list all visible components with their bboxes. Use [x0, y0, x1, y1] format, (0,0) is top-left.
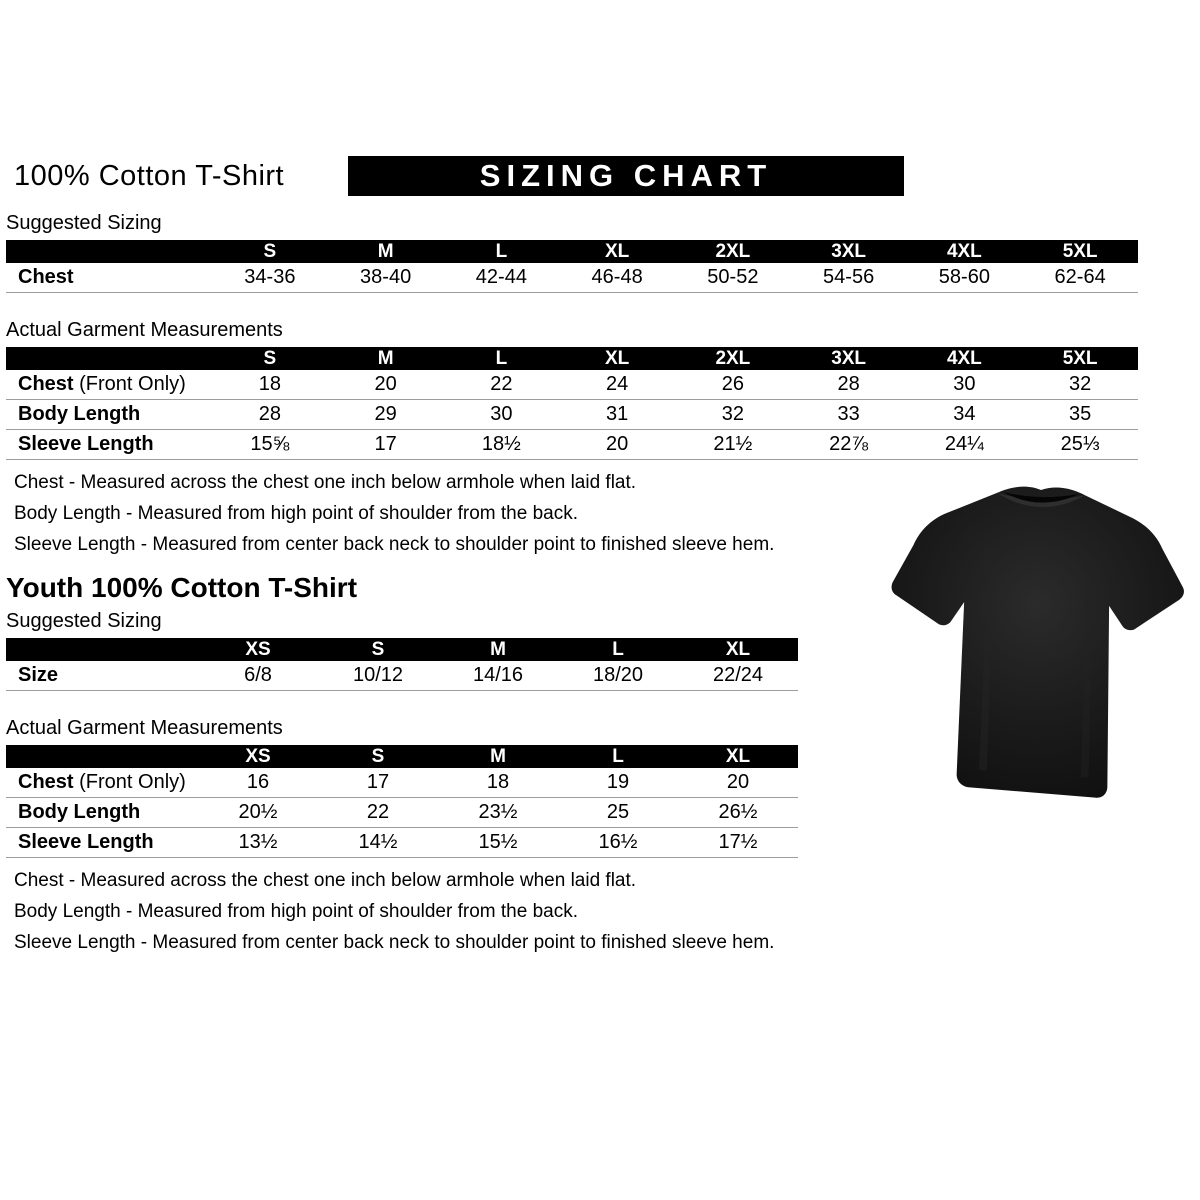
measurement-cell: 18 [438, 768, 558, 798]
note-chest: Chest - Measured across the chest one inch below armhole when laid flat. [14, 870, 637, 891]
row-label: Chest (Front Only) [6, 768, 198, 798]
measurement-cell: 19 [558, 768, 678, 798]
size-column-header: L [444, 347, 560, 370]
measurement-cell: 15½ [438, 828, 558, 858]
youth-suggested-table [6, 638, 798, 691]
measurement-cell: 29 [328, 400, 444, 430]
measurement-cell: 34-36 [212, 263, 328, 293]
adult-suggested-label: Suggested Sizing [6, 212, 162, 234]
note-sleeve-length: Sleeve Length - Measured from center back neck to shoulder point to finished sleeve hem. [14, 534, 775, 555]
measurement-cell: 22 [318, 798, 438, 828]
row-label-header [6, 347, 212, 370]
row-label-header [6, 745, 198, 768]
measurement-cell: 14/16 [438, 661, 558, 691]
measurement-cell: 25⅓ [1022, 430, 1138, 460]
measurement-cell: 58-60 [907, 263, 1023, 293]
youth-notes [6, 870, 1194, 954]
measurement-cell: 54-56 [791, 263, 907, 293]
measurement-cell: 28 [791, 370, 907, 400]
measurement-cell: 50-52 [675, 263, 791, 293]
tshirt-product-image [882, 472, 1193, 822]
measurement-cell: 18/20 [558, 661, 678, 691]
sizing-chart-banner [348, 156, 904, 196]
measurement-row [6, 828, 798, 858]
banner-text: SIZING CHART [479, 158, 773, 193]
measurement-cell: 22 [444, 370, 560, 400]
measurement-cell: 17½ [678, 828, 798, 858]
note-body-length: Body Length - Measured from high point of shoulder from the back. [14, 503, 578, 524]
measurement-cell: 22⅞ [791, 430, 907, 460]
measurement-row [6, 798, 798, 828]
measurement-cell: 30 [907, 370, 1023, 400]
size-column-header: 2XL [675, 347, 791, 370]
row-label-header [6, 638, 198, 661]
row-label-header [6, 240, 212, 263]
size-column-header: XL [559, 240, 675, 263]
size-header-row [6, 240, 1138, 263]
size-column-header: L [558, 638, 678, 661]
size-column-header: S [318, 638, 438, 661]
measurement-cell: 46-48 [559, 263, 675, 293]
measurement-cell: 33 [791, 400, 907, 430]
size-column-header: 2XL [675, 240, 791, 263]
note-chest: Chest - Measured across the chest one inch below armhole when laid flat. [14, 472, 637, 493]
measurement-cell: 13½ [198, 828, 318, 858]
row-label: Body Length [6, 798, 198, 828]
measurement-cell: 35 [1022, 400, 1138, 430]
measurement-cell: 26 [675, 370, 791, 400]
measurement-cell: 22/24 [678, 661, 798, 691]
row-label: Sleeve Length [6, 828, 198, 858]
measurement-row [6, 263, 1138, 293]
measurement-cell: 25 [558, 798, 678, 828]
size-column-header: S [212, 347, 328, 370]
measurement-cell: 15⅝ [212, 430, 328, 460]
measurement-cell: 14½ [318, 828, 438, 858]
measurement-cell: 42-44 [444, 263, 560, 293]
size-column-header: 4XL [907, 240, 1023, 263]
size-column-header: S [318, 745, 438, 768]
measurement-cell: 18 [212, 370, 328, 400]
measurement-cell: 30 [444, 400, 560, 430]
size-header-row [6, 745, 798, 768]
size-header-row [6, 638, 798, 661]
size-column-header: XL [559, 347, 675, 370]
measurement-row [6, 400, 1138, 430]
size-column-header: 3XL [791, 240, 907, 263]
row-label: Sleeve Length [6, 430, 212, 460]
measurement-cell: 26½ [678, 798, 798, 828]
measurement-cell: 16 [198, 768, 318, 798]
measurement-cell: 20 [678, 768, 798, 798]
size-column-header: L [558, 745, 678, 768]
size-column-header: 5XL [1022, 347, 1138, 370]
row-label: Chest (Front Only) [6, 370, 212, 400]
measurement-row [6, 370, 1138, 400]
tshirt-illustration [882, 472, 1193, 822]
measurement-cell: 17 [318, 768, 438, 798]
measurement-cell: 17 [328, 430, 444, 460]
youth-actual-label: Actual Garment Measurements [6, 717, 283, 739]
measurement-cell: 23½ [438, 798, 558, 828]
measurement-cell: 20 [559, 430, 675, 460]
measurement-row [6, 768, 798, 798]
measurement-cell: 20 [328, 370, 444, 400]
measurement-cell: 21½ [675, 430, 791, 460]
youth-suggested-label: Suggested Sizing [6, 610, 162, 632]
note-body-length: Body Length - Measured from high point of shoulder from the back. [14, 901, 578, 922]
size-column-header: M [438, 638, 558, 661]
youth-title: Youth 100% Cotton T-Shirt [6, 572, 358, 603]
tshirt-body [886, 483, 1186, 800]
measurement-cell: 6/8 [198, 661, 318, 691]
size-column-header: M [328, 347, 444, 370]
size-column-header: 5XL [1022, 240, 1138, 263]
title-row [6, 160, 1194, 206]
measurement-cell: 20½ [198, 798, 318, 828]
measurement-cell: 24 [559, 370, 675, 400]
size-column-header: 3XL [791, 347, 907, 370]
size-column-header: 4XL [907, 347, 1023, 370]
measurement-row [6, 661, 798, 691]
size-column-header: M [438, 745, 558, 768]
note-sleeve-length: Sleeve Length - Measured from center back neck to shoulder point to finished sleeve hem. [14, 932, 775, 953]
adult-title: 100% Cotton T-Shirt [14, 160, 285, 192]
measurement-cell: 28 [212, 400, 328, 430]
size-column-header: XS [198, 638, 318, 661]
size-column-header: XS [198, 745, 318, 768]
size-column-header: XL [678, 638, 798, 661]
size-column-header: XL [678, 745, 798, 768]
measurement-cell: 31 [559, 400, 675, 430]
measurement-cell: 10/12 [318, 661, 438, 691]
row-label: Body Length [6, 400, 212, 430]
measurement-row [6, 430, 1138, 460]
adult-suggested-table [6, 240, 1138, 293]
measurement-cell: 62-64 [1022, 263, 1138, 293]
size-column-header: S [212, 240, 328, 263]
measurement-cell: 34 [907, 400, 1023, 430]
measurement-cell: 24¼ [907, 430, 1023, 460]
measurement-cell: 38-40 [328, 263, 444, 293]
size-column-header: M [328, 240, 444, 263]
size-column-header: L [444, 240, 560, 263]
measurement-cell: 16½ [558, 828, 678, 858]
measurement-cell: 18½ [444, 430, 560, 460]
adult-actual-label: Actual Garment Measurements [6, 319, 283, 341]
measurement-cell: 32 [675, 400, 791, 430]
size-header-row [6, 347, 1138, 370]
row-label: Size [6, 661, 198, 691]
row-label: Chest [6, 263, 212, 293]
youth-actual-table [6, 745, 798, 858]
measurement-cell: 32 [1022, 370, 1138, 400]
adult-actual-table [6, 347, 1138, 460]
